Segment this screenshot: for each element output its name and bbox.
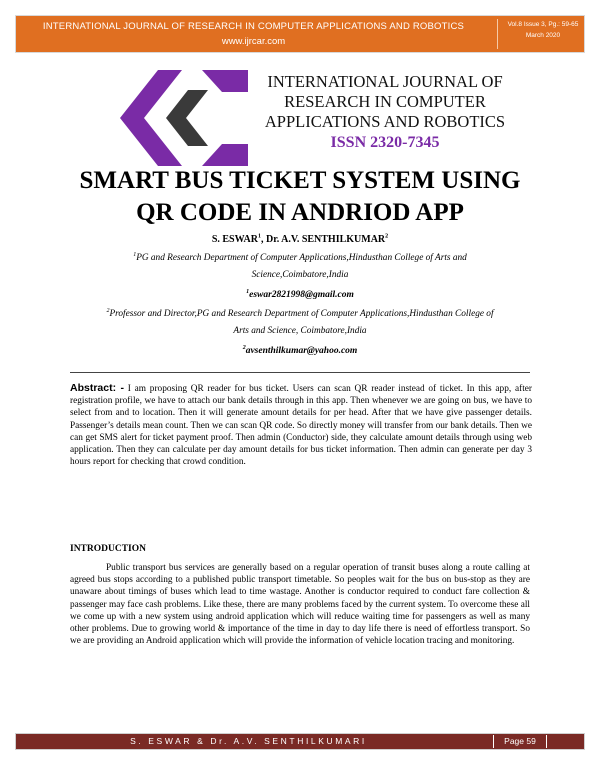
masthead-line-3: APPLICATIONS AND ROBOTICS (264, 112, 506, 131)
author-separator: , (260, 234, 266, 245)
affiliation-2-sup: 2 (106, 307, 110, 314)
affiliation-2 (60, 306, 540, 340)
affiliation-2-line-1: $^2$Professor and Director,PG and Research Department of Computer Applications,Hindusthan College of (106, 307, 494, 319)
footer-authors: S. ESWAR & Dr. A.V. SENTHILKUMARI (130, 736, 367, 746)
paper-title (40, 165, 560, 229)
affiliation-1-line-1: $^1$PG and Research Department of Computer Applications,Hindusthan College of Arts and (133, 251, 467, 263)
abstract-text: I am proposing QR reader for bus ticket. Users can scan QR reader instead of ticket. In this app, after registration profile, we have to attach our bank details through in this app. Then whenever we are going on bus, we have to select from and to location. Then it will generate amount details for per head. After that we have give passenger details. Passenger’s details mean count. Then we can scan QR code. So directly money will transfer from our bank details. Then we can get SMS alert for ticket payment proof. Then admin (Conductor) side, they calculate amount details through using web application. Then they can calculate per day amount details for bus ticket information. Then admin can generate per day 3 hours report for checking that crowd condition. (70, 384, 532, 468)
journal-logo-icon (118, 68, 250, 168)
journal-header-band (15, 15, 585, 53)
header-journal-name: INTERNATIONAL JOURNAL OF RESEARCH IN COMPUTER APPLICATIONS AND ROBOTICS (42, 21, 465, 32)
abstract-label: Abstract: - (70, 382, 124, 394)
logo-slash-upper (202, 70, 248, 92)
author-1-sup: 1 (257, 233, 261, 240)
page-footer (15, 733, 585, 750)
paper-title-line-1: SMART BUS TICKET SYSTEM USING (79, 167, 521, 194)
abstract-divider (70, 372, 530, 373)
masthead-line-2: RESEARCH IN COMPUTER (284, 92, 486, 111)
masthead-line-1: INTERNATIONAL JOURNAL OF (267, 72, 503, 91)
email-2-sup: 2 (242, 344, 246, 351)
masthead-journal-name (252, 72, 518, 132)
paper-title-line-2: QR CODE IN ANDRIOD APP (136, 199, 464, 226)
affiliation-1-sup: 1 (133, 251, 137, 258)
introduction-heading: INTRODUCTION (70, 544, 147, 554)
paper-authors (0, 234, 600, 245)
header-date: March 2020 (525, 32, 561, 39)
logo-inner-chevron (166, 90, 208, 146)
footer-page-number: Page 59 (493, 735, 547, 748)
logo-slash-lower (202, 144, 248, 166)
author-1: S. ESWAR (211, 234, 258, 245)
affiliation-1-line-2: Science,Coimbatore,India (251, 270, 349, 280)
header-url[interactable]: www.ijrcar.com (221, 36, 286, 47)
author-2: Dr. A.V. SENTHILKUMAR (265, 234, 386, 245)
affiliation-2-line-2: Arts and Science, Coimbatore,India (233, 326, 367, 336)
author-2-sup: 2 (385, 233, 389, 240)
email-2[interactable]: $^2$avsenthilkumar@yahoo.com (242, 344, 358, 356)
email-1[interactable]: $^1$eswar2821998@gmail.com (246, 288, 354, 300)
email-1-sup: 1 (246, 288, 250, 295)
affiliation-1 (60, 250, 540, 284)
masthead-issn: ISSN 2320-7345 (330, 134, 440, 151)
abstract-block (70, 382, 532, 468)
header-volume: Vol.8 Issue 3, Pg.: 59-65 (507, 21, 579, 28)
introduction-paragraph: Public transport bus services are generally based on a regular operation of transit buses along a route calling at agreed bus stops according to a published public transport timetable. So peoples wait for the bus on bus-stop as they are unaware about timings of buses which lead to time wastage. Another is conductor required to conduct fare collection & passenger may face cash problems. Like these, there are many problems faced by the current system. To overcome these all we come up with a new system using android application which will reduce waiting time for passengers as well as many other problems. Due to growing world & importance of the time in day to day life there is need of effortless transport. So we are providing an Android application which will provide the information of vehicle location tracing and monitoring. (70, 563, 530, 647)
header-divider (497, 19, 498, 49)
